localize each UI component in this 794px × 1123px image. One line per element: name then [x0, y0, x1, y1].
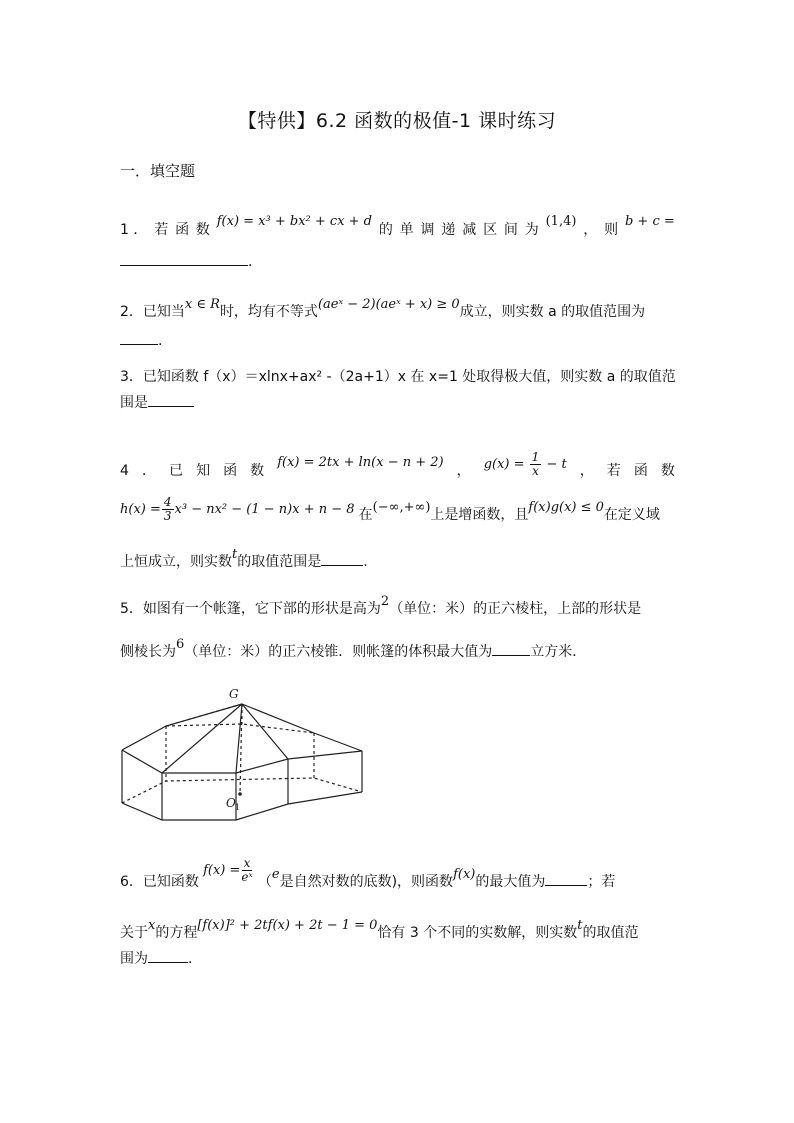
tent-figure	[118, 686, 368, 826]
q1-word: 为	[524, 222, 539, 238]
q6-e: e	[271, 867, 280, 882]
q4-word: 函	[633, 462, 648, 479]
q4-word: 数	[250, 462, 265, 479]
q4-comma: ，	[456, 462, 471, 479]
q1-expression: b + c =	[624, 214, 675, 229]
q6-t: t	[577, 918, 583, 933]
q4-g-formula: g(x) = $\frac{1}{x}$ − t	[483, 450, 567, 478]
label-o-subscript: 1	[235, 803, 241, 812]
q4-text: 上是增函数，且	[430, 507, 529, 523]
q4-line2	[120, 495, 660, 531]
q6-line2	[120, 918, 639, 945]
q1-word: 间	[503, 222, 518, 238]
q2-text: 时，均有不等式	[219, 304, 318, 320]
q1-line2	[120, 251, 252, 273]
q2-line2	[120, 330, 162, 352]
answer-blank[interactable]	[492, 641, 530, 656]
q6-text: 的最大值为	[475, 874, 546, 890]
q2-inequality: (aeˣ − 2)(aeˣ + x) ≥ 0	[317, 297, 460, 312]
q5-text: （单位：米）的正六棱柱，上部的形状是	[389, 601, 642, 617]
answer-blank[interactable]	[545, 871, 587, 886]
q4-variable: t	[232, 547, 238, 562]
pyramid-edge	[242, 704, 288, 759]
q4-product: f(x)g(x) ≤ 0	[528, 500, 604, 515]
center-point	[238, 792, 242, 796]
hex-top-right-edge	[288, 733, 362, 759]
q5-text: 立方米．	[530, 644, 587, 660]
answer-blank[interactable]	[120, 251, 248, 266]
q2-condition: x ∈ R	[184, 297, 220, 312]
q4-word: 数	[660, 462, 675, 479]
q4-line3	[120, 547, 368, 574]
q6-text: 的方程	[155, 925, 198, 941]
q1-word: 调	[420, 222, 435, 238]
q4-word: 已	[169, 462, 184, 479]
section-heading: 一．填空题	[120, 162, 196, 180]
hex-top-front-edge	[122, 750, 288, 773]
pyramid-edge	[236, 704, 242, 773]
q4-f-formula: f(x) = 2tx + ln(x − n + 2)	[277, 454, 444, 470]
q1-word: 减	[462, 222, 477, 238]
q6-fx: f(x)	[453, 867, 476, 882]
q6-f-formula: f(x) = $\frac{x}{\text{eˣ}}$	[203, 856, 253, 884]
q1-word: 递	[441, 222, 456, 238]
q3-text: 围是	[120, 395, 148, 411]
q5-text: 侧棱长为	[120, 644, 176, 660]
answer-blank[interactable]	[120, 330, 158, 345]
q1-word: 区	[483, 222, 498, 238]
pyramid-edge	[162, 704, 242, 773]
q6-text: 的取值范	[582, 925, 639, 941]
q4-line1	[120, 450, 675, 484]
q4-number: 4	[120, 462, 129, 479]
q4-end: .	[363, 554, 368, 570]
label-g: G	[229, 687, 239, 701]
q2-text: 成立，则实数 a 的取值范围为	[459, 304, 646, 320]
q4-text: 上恒成立，则实数	[120, 554, 232, 570]
q6-text: ；若	[587, 874, 616, 890]
q4-text: 在定义域	[603, 507, 660, 523]
q4-word: 知	[196, 462, 211, 479]
q1-line1	[120, 214, 675, 241]
q6-text: 恰有 3 个不同的实数解，则实数	[377, 925, 578, 941]
q2-end: .	[158, 333, 163, 349]
q1-word: 函	[175, 222, 190, 238]
q4-text: 在	[358, 507, 373, 523]
q6-equation: [f(x)]² + 2tf(x) + 2t − 1 = 0	[197, 918, 378, 933]
q2-line1	[120, 297, 646, 324]
q6-text: 关于	[120, 925, 148, 941]
page-title: 【特供】6.2 函数的极值-1 课时练习	[237, 110, 557, 132]
q5-text: 5．如图有一个帐篷，它下部的形状是高为	[120, 601, 381, 617]
q5-height: 2	[380, 594, 390, 609]
q1-word: 若	[154, 222, 169, 238]
q4-word: 若	[606, 462, 621, 479]
q6-text: 是自然对数的底数)，则函数	[279, 874, 454, 890]
q6-text: 6．已知函数	[120, 874, 199, 890]
q4-word: 函	[223, 462, 238, 479]
q1-word: 的	[378, 222, 393, 238]
q1-word: ，	[583, 222, 598, 238]
q3-line2	[120, 392, 194, 414]
q3-line1: 3．已知函数 f（x）＝xlnx+ax² -（2a+1）x 在 x=1 处取得极大值，则实数 a 的取值范	[120, 369, 676, 385]
q4-domain: (−∞,+∞)	[372, 500, 431, 515]
q6-line1	[120, 856, 616, 899]
q1-word: 单	[399, 222, 414, 238]
q5-text: （单位：米）的正六棱锥．则帐篷的体积最大值为	[184, 644, 493, 660]
pyramid-edge	[242, 704, 314, 733]
hex-bottom-back-edge	[122, 778, 362, 803]
label-o: O	[226, 796, 236, 810]
q6-x: x	[148, 918, 156, 933]
answer-blank[interactable]	[148, 948, 188, 963]
q1-word: 则	[604, 222, 619, 238]
q1-interval: (1,4)	[545, 214, 577, 229]
q5-line2	[120, 637, 587, 664]
q5-edge: 6	[176, 637, 185, 652]
q6-text: （	[257, 874, 272, 890]
q4-dot: ．	[141, 462, 156, 479]
q4-h-formula: h(x) = $\frac{4}{3}$ x³ − nx² − (1 − n)x + n − 8	[120, 495, 355, 523]
q6-line3	[120, 948, 192, 970]
hex-top-left-edge	[122, 704, 242, 750]
q2-text: 2．已知当	[120, 304, 185, 320]
q1-number: 1 ．	[120, 222, 148, 238]
q1-function-formula: f(x) = x³ + bx² + cx + d	[216, 214, 373, 229]
q1-end: .	[248, 254, 253, 270]
q4-text: 的取值范围是	[237, 554, 322, 570]
q6-end: .	[188, 951, 193, 967]
answer-blank[interactable]	[321, 551, 363, 566]
q4-comma: ，	[579, 462, 594, 479]
q6-text: 围为	[120, 951, 148, 967]
hex-bottom-front-edge	[122, 792, 362, 820]
answer-blank[interactable]	[148, 392, 194, 407]
q1-word: 数	[195, 222, 210, 238]
q5-line1	[120, 594, 642, 621]
